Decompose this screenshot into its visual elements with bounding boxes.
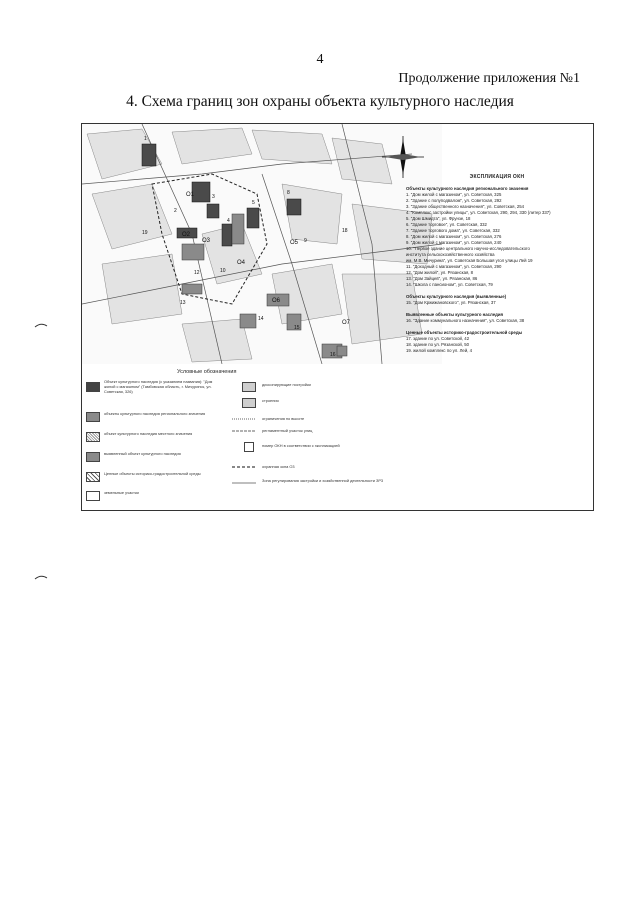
object-number: 16 [330, 352, 336, 358]
scan-mark-icon [34, 574, 48, 580]
list-item: 4. "Комплекс застройки улицы", ул. Советская, 290, 294, 330 (литер 337) [406, 210, 551, 215]
legend-item: земельные участки [104, 490, 139, 495]
page-title: 4. Схема границ зон охраны объекта культурного наследия [126, 93, 514, 110]
legend-swatch-identified [86, 452, 100, 462]
object-number: 19 [142, 230, 148, 236]
object-number: 14 [258, 316, 264, 322]
legend-swatch-local [86, 432, 100, 442]
list-item: 11. "Доходный с магазином", ул. Советская, 290 [406, 264, 502, 269]
list-item: 3. "Здание общественного назначения", ул. Советская, 254 [406, 204, 525, 209]
object-number: 4 [227, 218, 230, 224]
list-item: 19. жилой комплекс по ул. Лей, 4 [406, 348, 472, 353]
zone-label: O1 [186, 192, 195, 198]
object-number: 3 [212, 194, 215, 200]
list-item: 15. "Дом Кржижановского", ул. Рязанская, 37 [406, 300, 496, 305]
section-regional: Объекты культурного наследия регионального значения [406, 186, 529, 191]
object-number: 2 [174, 208, 177, 214]
list-item: 7. "Здание торгового дома", ул. Советская, 332 [406, 228, 500, 233]
explication-title: ЭКСПЛИКАЦИЯ ОКН [469, 174, 525, 180]
zone-label: O4 [237, 260, 246, 266]
object-number: 9 [304, 238, 307, 244]
list-item: 5. "Дом Шмидта", ул. Фрунзе, 18 [406, 216, 471, 221]
scan-mark-icon [34, 322, 48, 328]
explication-panel [406, 174, 588, 354]
list-item: 12. "Дом жилой", ул. Рязанская, 8 [406, 270, 474, 275]
list-item: 14. "Школа с пансионом", ул. Советская, 79 [406, 282, 493, 287]
legend-item: охранная зона О3 [262, 464, 295, 469]
page-number: 4 [316, 52, 324, 67]
list-item: 10. "Первое здание центрального научно-исследовательского [406, 246, 530, 251]
height-limit-line [232, 416, 256, 422]
list-item: 17. здание по ул. Советской, 42 [406, 336, 470, 341]
legend-title: Условные обозначения [177, 369, 237, 375]
legend-item: Зона регулирования застройки и хозяйственной деятельности ЗР3 [262, 478, 384, 483]
zone-label: O5 [290, 240, 299, 246]
legend-item: объект культурного наследия местного значения [104, 431, 193, 436]
object-number: 15 [294, 325, 300, 331]
legend-item: выявленный объект культурного наследия [104, 451, 181, 456]
legend [82, 366, 442, 510]
legend-item: Ценные объекты историко-градостроительной среды [104, 471, 201, 476]
object-number: 1 [144, 136, 147, 142]
legend-item: Объект культурного наследия (с указанием названия): "Дом жилой с магазином" (Тамбовская область, г. Мичуринск, ул. Советская, 326) [104, 379, 213, 394]
north-arrow-icon [382, 136, 424, 178]
scheme-frame [81, 123, 594, 511]
list-item: 8. "Дом жилой с магазином", ул. Советская, 276 [406, 234, 502, 239]
street-section-line [232, 428, 256, 434]
legend-swatch-valuable [86, 472, 100, 482]
legend-swatch-buildings [242, 398, 256, 408]
protection-zone-line [232, 464, 256, 470]
legend-item: регламентный участок улиц [262, 428, 313, 433]
legend-swatch-okn [86, 382, 100, 392]
object-number: 10 [220, 268, 226, 274]
legend-item: ограничения по высоте [262, 416, 305, 421]
list-item: им. М.В. Мичурина", ул. Советская Большая угол улицы Лей 19 [406, 258, 533, 263]
legend-swatch-plots [86, 491, 100, 501]
legend-swatch-dissonant [242, 382, 256, 392]
object-number: 12 [194, 270, 200, 276]
zone-label: O7 [342, 320, 351, 326]
list-item: института сельскохозяйственного хозяйства [406, 252, 495, 257]
object-number: 13 [180, 300, 186, 306]
legend-item: номер ОКН в соответствии с экспликацией [262, 443, 340, 448]
legend-swatch-number [244, 442, 254, 452]
legend-item: объекты культурного наследия регионального значения [104, 411, 206, 416]
legend-item: строения [262, 398, 279, 403]
list-item: 1. "Дом жилой с магазином", ул. Советская, 325 [406, 192, 502, 197]
section-identified: Объекты культурного наследия (выявленные) [406, 294, 507, 299]
zone-label: O6 [272, 298, 281, 304]
list-item: 9. "Дом жилой с магазином", ул. Советская, 240 [406, 240, 502, 245]
zone-label: O3 [202, 238, 211, 244]
appendix-caption: Продолжение приложения №1 [398, 71, 580, 86]
object-number: 5 [252, 200, 255, 206]
list-item: 16. "Здание коммунального назначения", ул. Советская, 38 [406, 318, 525, 323]
list-item: 2. "Здание с полуподвалом", ул. Советская, 292 [406, 198, 502, 203]
list-item: 18. здание по ул. Рязанской, 50 [406, 342, 469, 347]
section-valuable: Ценные объекты историко-градостроительной среды [406, 330, 523, 335]
regional-list [406, 192, 588, 288]
regulation-zone-line [232, 480, 256, 486]
object-number: 8 [287, 190, 290, 196]
section-local: Выявленные объекты культурного наследия [406, 312, 503, 317]
object-number: 18 [342, 228, 348, 234]
list-item: 6. "Здание торговое", ул. Советская, 332 [406, 222, 487, 227]
legend-swatch-regional [86, 412, 100, 422]
list-item: 13. "Дом Зайцев", ул. Рязанская, 86 [406, 276, 478, 281]
legend-item: диссонирующие постройки [262, 382, 311, 387]
zone-label: O2 [182, 232, 191, 238]
